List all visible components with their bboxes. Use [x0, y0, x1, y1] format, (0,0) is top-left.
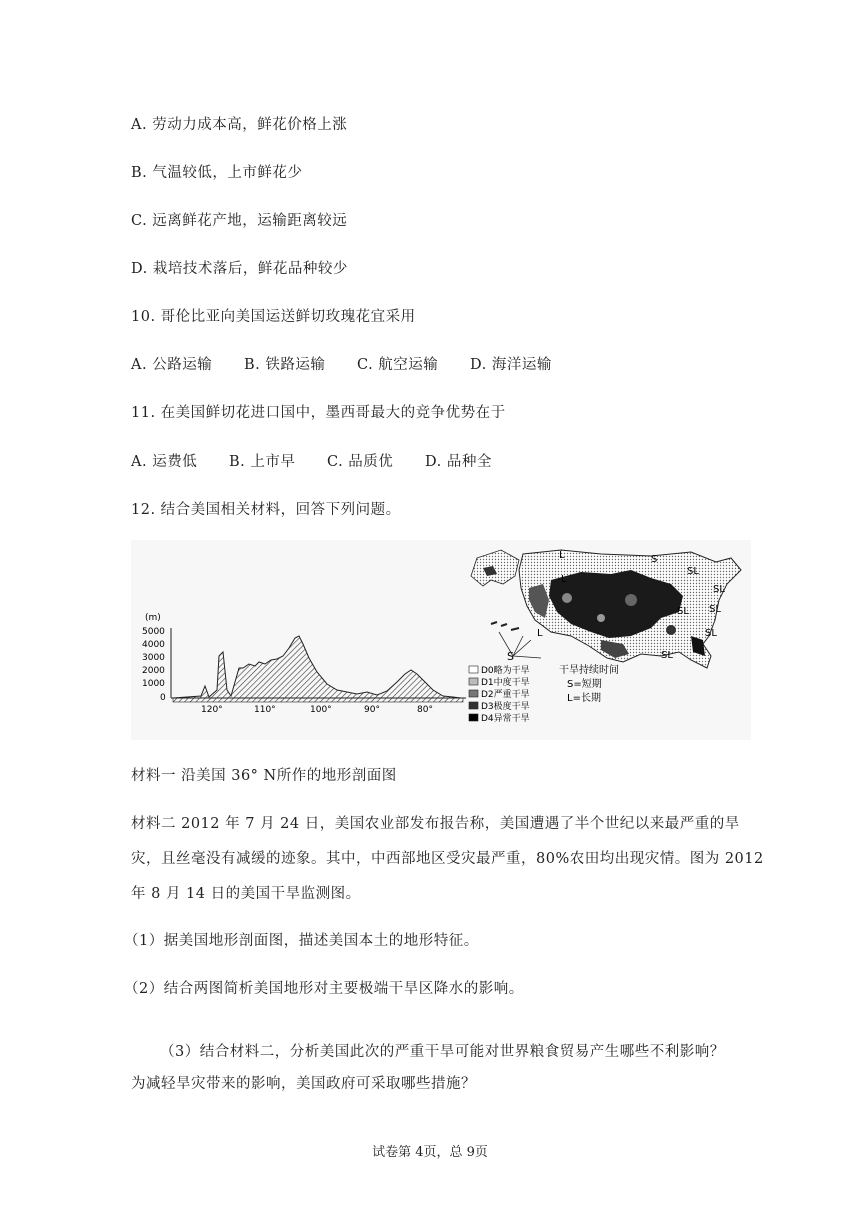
profile-x-tick-100: 100° [310, 705, 332, 715]
q11-options [131, 450, 492, 471]
q10-options [131, 353, 552, 374]
sub-question-2: （2）结合两图简析美国地形对主要极端干旱区降水的影响。 [124, 981, 524, 997]
q9-option-d: D. 栽培技术落后，鲜花品种较少 [131, 261, 348, 277]
profile-y-tick-2000: 2000 [142, 666, 165, 676]
profile-y-tick-0: 0 [160, 693, 166, 703]
duration-title: 干旱持续时间 [559, 665, 619, 676]
legend-swatch-d2 [469, 690, 478, 697]
material2-line3: 年 8 月 14 日的美国干旱监测图。 [131, 886, 361, 902]
q11-option-b: B. 上市早 [229, 454, 296, 470]
material2-line2: 灾，且丝毫没有减缓的迹象。其中，中西部地区受灾最严重，80%农田均出现灾情。图为 2012 [131, 851, 764, 867]
duration-mark: SL [677, 606, 689, 617]
legend-swatch-d4 [469, 714, 478, 721]
duration-short: S=短期 [567, 679, 602, 690]
q10-stem: 10. 哥伦比亚向美国运送鲜切玫瑰花宜采用 [131, 309, 416, 325]
material2-line1: 材料二 2012 年 7 月 24 日，美国农业部发布报告称，美国遭遇了半个世纪以来最严重的旱 [131, 816, 740, 832]
material1: 材料一 沿美国 36° N所作的地形剖面图 [131, 768, 397, 784]
duration-mark: L [561, 574, 567, 585]
legend-label-d4: D4异常干旱 [481, 714, 530, 724]
q9-option-c: C. 远离鲜花产地，运输距离较远 [131, 213, 348, 229]
q12-figure [131, 540, 751, 740]
page-footer: 试卷第 4页，总 9页 [372, 1145, 488, 1160]
profile-x-tick-110: 110° [254, 705, 276, 715]
duration-mark: SL [705, 628, 717, 639]
legend-label-d3: D3极度干旱 [481, 702, 530, 712]
duration-mark: S [651, 554, 658, 565]
q9-option-a: A. 劳动力成本高，鲜花价格上涨 [131, 117, 348, 133]
q10-option-c: C. 航空运输 [357, 357, 439, 373]
duration-mark: L [559, 550, 565, 561]
legend-label-d1: D1中度干旱 [481, 678, 530, 688]
q9-option-b: B. 气温较低，上市鲜花少 [131, 165, 303, 181]
profile-y-tick-1000: 1000 [142, 679, 165, 689]
duration-long: L=长期 [567, 693, 601, 704]
duration-mark: L [537, 628, 543, 639]
profile-y-tick-4000: 4000 [142, 640, 165, 650]
duration-mark: S [507, 650, 514, 663]
q11-option-d: D. 品种全 [425, 454, 492, 470]
q12-stem: 12. 结合美国相关材料，回答下列问题。 [131, 502, 401, 518]
duration-mark: SL [661, 650, 673, 661]
sub-question-1: （1）据美国地形剖面图，描述美国本土的地形特征。 [124, 933, 479, 949]
legend-label-d0: D0略为干旱 [481, 666, 530, 676]
duration-mark: SL [713, 584, 725, 595]
q10-option-b: B. 铁路运输 [244, 357, 326, 373]
profile-y-tick-5000: 5000 [142, 627, 165, 637]
legend-swatch-d0 [469, 666, 478, 673]
legend-label-d2: D2严重干旱 [481, 690, 530, 700]
q11-option-a: A. 运费低 [131, 454, 198, 470]
q11-stem: 11. 在美国鲜切花进口国中，墨西哥最大的竞争优势在于 [131, 405, 506, 421]
profile-x-tick-120: 120° [201, 705, 223, 715]
legend-swatch-d3 [469, 702, 478, 709]
duration-mark: SL [687, 566, 699, 577]
sub-question-3-line2: 为减轻旱灾带来的影响，美国政府可采取哪些措施？ [131, 1076, 476, 1092]
q10-option-a: A. 公路运输 [131, 357, 213, 373]
duration-mark: SL [709, 604, 721, 615]
legend-swatch-d1 [469, 678, 478, 685]
q11-option-c: C. 品质优 [327, 454, 394, 470]
profile-x-tick-80: 80° [417, 705, 433, 715]
profile-y-tick-3000: 3000 [142, 653, 165, 663]
profile-unit: (m) [145, 613, 161, 623]
q10-option-d: D. 海洋运输 [470, 357, 552, 373]
profile-x-tick-90: 90° [364, 705, 380, 715]
sub-question-3-line1: （3）结合材料二，分析美国此次的严重干旱可能对世界粮食贸易产生哪些不利影响？ [160, 1044, 725, 1060]
